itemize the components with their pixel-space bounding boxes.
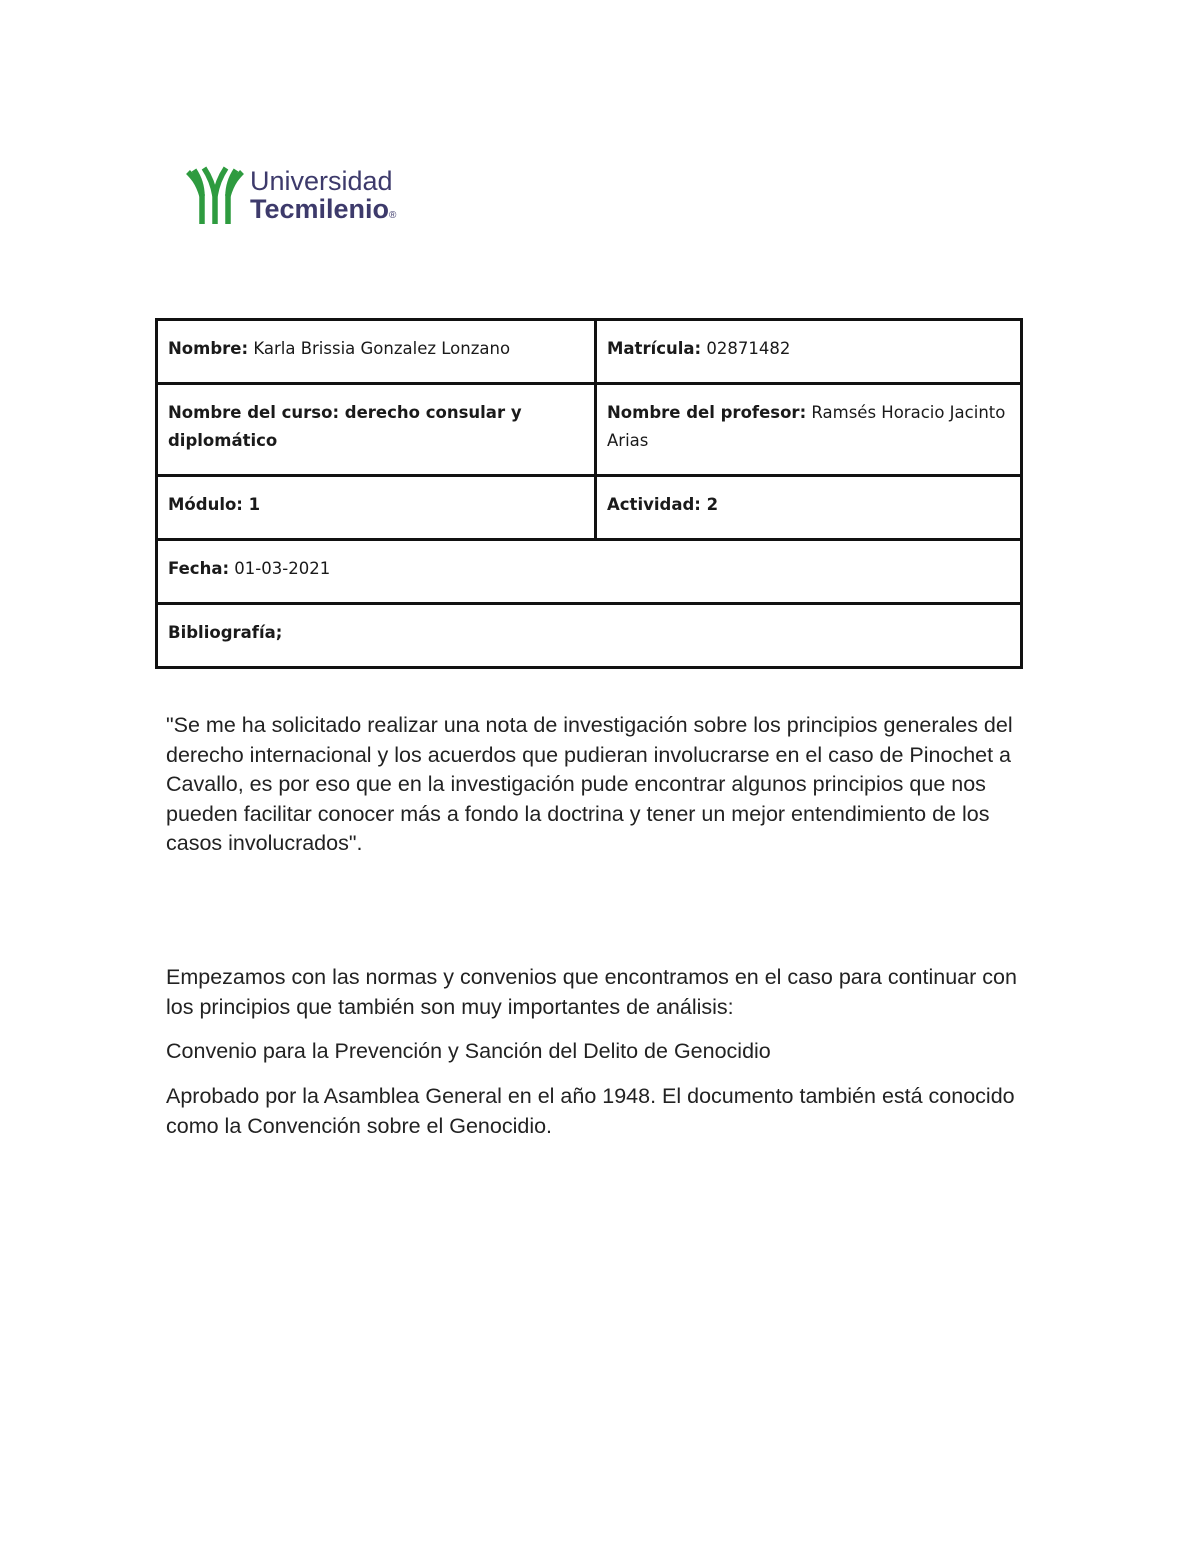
nombre-value: Karla Brissia Gonzalez Lonzano	[248, 339, 511, 358]
matricula-label: Matrícula:	[607, 339, 702, 358]
cell-matricula	[596, 320, 1022, 384]
actividad-label: Actividad: 2	[607, 495, 719, 514]
logo-line-universidad: Universidad	[250, 165, 393, 196]
curso-label: Nombre del curso: derecho consular y diplomático	[168, 403, 522, 450]
profesor-value: Ramsés Horacio Jacinto Arias	[607, 403, 1006, 450]
cell-bibliografia	[157, 604, 1022, 668]
matricula-value: 02871482	[701, 339, 791, 358]
table-row	[157, 384, 1022, 476]
table-row	[157, 540, 1022, 604]
fecha-value: 01-03-2021	[229, 559, 331, 578]
fecha-label: Fecha:	[168, 559, 230, 578]
convention-description-paragraph: Aprobado por la Asamblea General en el año 1948. El documento también está conocido como la Convención sobre el Genocidio.	[166, 1084, 1015, 1138]
cell-nombre	[157, 320, 596, 384]
logo-wordmark	[250, 165, 397, 224]
convention-title-paragraph: Convenio para la Prevención y Sanción del Delito de Genocidio	[166, 1039, 771, 1063]
cell-profesor	[596, 384, 1022, 476]
table-row	[157, 476, 1022, 540]
logo-tecmilenio-text: Tecmilenio	[250, 193, 390, 224]
cell-actividad	[596, 476, 1022, 540]
profesor-label: Nombre del profesor:	[607, 403, 807, 422]
intro-quote-paragraph: "Se me ha solicitado realizar una nota de investigación sobre los principios generales del derecho internacional y los acuerdos que pudieran involucrarse en el caso de Pinochet a Cavallo, es por eso que en la investigación pude encontrar algunos principios que nos pueden facilitar conocer más a fondo la doctrina y tener un mejor entendimiento de los casos involucrados".	[166, 713, 1013, 855]
cell-modulo	[157, 476, 596, 540]
university-logo	[186, 162, 416, 228]
cell-curso	[157, 384, 596, 476]
modulo-label: Módulo: 1	[168, 495, 261, 514]
table-row	[157, 320, 1022, 384]
student-info-table	[155, 318, 1023, 669]
registered-mark: ®	[389, 209, 397, 221]
norms-intro-paragraph: Empezamos con las normas y convenios que encontramos en el caso para continuar con los principios que también son muy importantes de análisis:	[166, 965, 1017, 1019]
table-row	[157, 604, 1022, 668]
tecmilenio-palm-icon	[186, 164, 244, 226]
logo-line-tecmilenio	[250, 193, 397, 224]
nombre-label: Nombre:	[168, 339, 249, 358]
bibliografia-label: Bibliografía;	[168, 623, 283, 642]
cell-fecha	[157, 540, 1022, 604]
